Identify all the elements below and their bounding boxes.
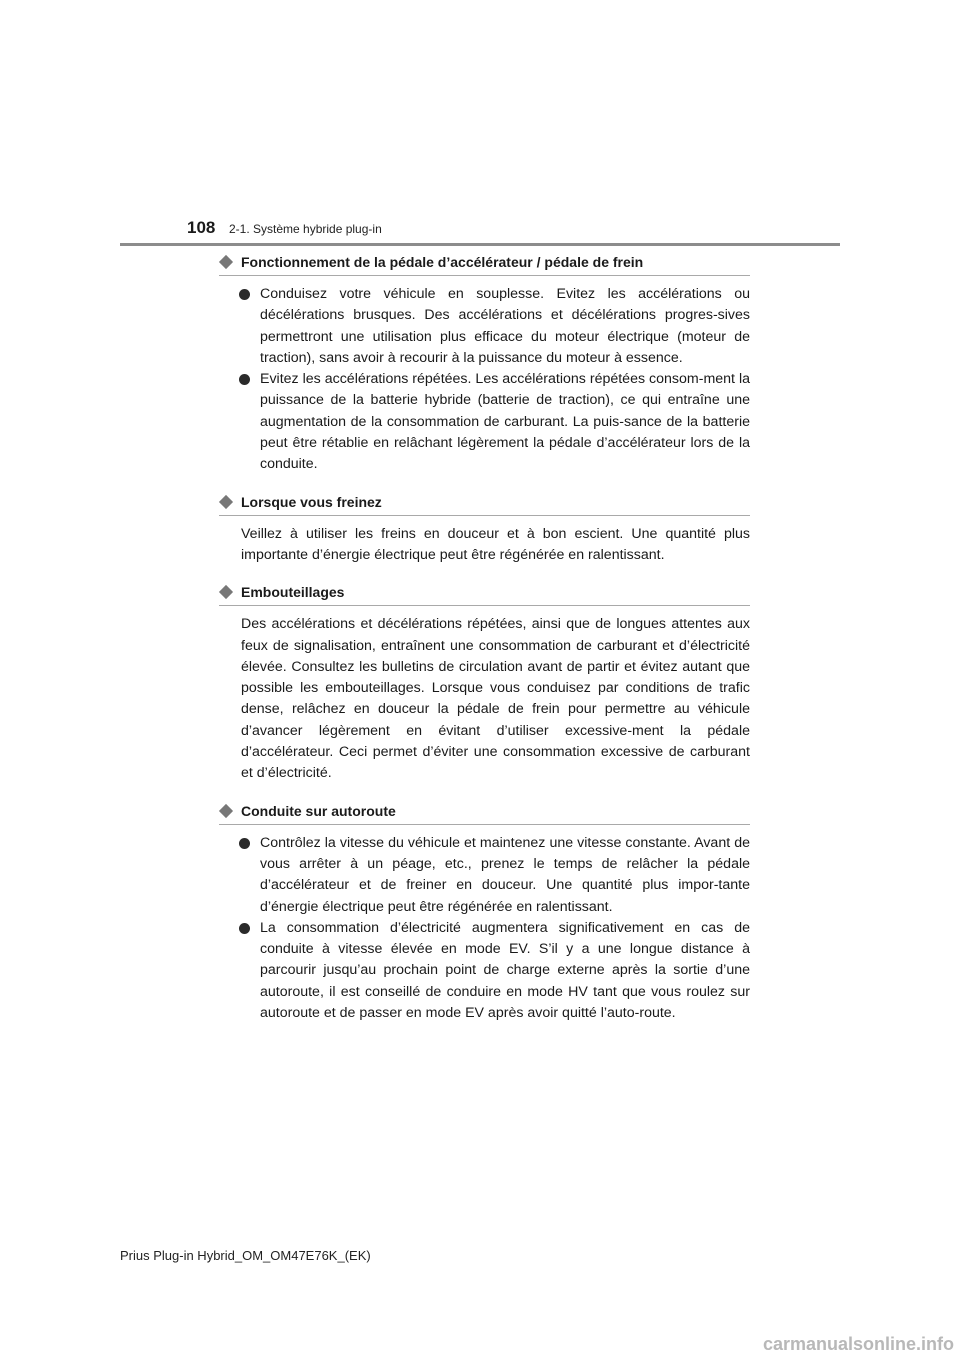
bullet-text: Evitez les accélérations répétées. Les accélérations répétées consom-ment la puissance de la batterie hybride (batterie de traction), ce qui entraîne une augmentation de la consommation de carburant. La puis-sance de la batterie peut être rétablie en relâchant légèrement la pédale d’accélérateur lors de la conduite. xyxy=(260,371,750,473)
diamond-icon xyxy=(219,585,233,599)
bullet-icon xyxy=(239,374,250,385)
heading-pedal xyxy=(219,254,750,276)
content xyxy=(219,254,750,1024)
heading-text: Lorsque vous freinez xyxy=(241,493,382,510)
bullet-icon xyxy=(239,289,250,300)
section-braking-body xyxy=(219,524,750,567)
heading-text: Conduite sur autoroute xyxy=(241,802,396,819)
heading-text: Fonctionnement de la pédale d’accélérateur / pédale de frein xyxy=(241,254,644,270)
bullet-icon xyxy=(239,838,250,849)
section-pedal-body xyxy=(219,284,750,476)
heading-highway xyxy=(219,803,750,825)
bullet-text: Contrôlez la vitesse du véhicule et maintenez une vitesse constante. Avant de vous arrêter à un péage, etc., prenez le temps de relâcher la pédale d’accélérateur et de freiner en douceur. Une quantité plus impor-tante d’énergie électrique peut être régénérée en ralentissant. xyxy=(260,834,750,915)
paragraph: Veillez à utiliser les freins en douceur et à bon escient. Une quantité plus importante d’énergie électrique peut être régénérée en ralentissant. xyxy=(241,525,750,563)
heading-traffic xyxy=(219,584,750,606)
heading-text: Embouteillages xyxy=(241,584,345,601)
diamond-icon xyxy=(219,255,233,269)
bullet-item xyxy=(239,918,750,1024)
bullet-item xyxy=(239,833,750,918)
paragraph: Des accélérations et décélérations répétées, ainsi que de longues attentes aux feux de signalisation, entraînent une consommation de carburant et d’électricité élevée. Consultez les bulletins de circulation avant de partir et évitez autant que possible les embouteillages. Lorsque vous conduisez par conditions de trafic dense, relâchez en douceur la pédale de frein pour permettre au véhicule d’avancer légèrement en évitant d’utiliser excessive-ment la pédale d’accélérateur. Ceci permet d’éviter une consommation excessive de carburant et d’électricité. xyxy=(241,616,750,782)
header-rule xyxy=(120,243,840,246)
bullet-text: La consommation d’électricité augmentera significativement en cas de conduite à vitesse élevée en mode EV. S’il y a une longue distance à parcourir jusqu’au prochain point de charge externe après la sortie d’une autoroute, il est conseillé de conduire en mode HV tant que vous roulez sur autoroute et de passer en mode EV après avoir quitté l’auto-route. xyxy=(260,919,750,1022)
bullet-item xyxy=(239,284,750,369)
page-number: 108 xyxy=(187,218,216,237)
bullet-item xyxy=(239,369,750,475)
heading-braking xyxy=(219,494,750,516)
section-highway-body xyxy=(219,833,750,1025)
diamond-icon xyxy=(219,495,233,509)
diamond-icon xyxy=(219,804,233,818)
section-traffic-body xyxy=(219,614,750,784)
bullet-icon xyxy=(239,923,250,934)
footer-manual-id: Prius Plug-in Hybrid_OM_OM47E76K_(EK) xyxy=(120,1248,371,1263)
bullet-text: Conduisez votre véhicule en souplesse. Evitez les accélérations ou décélérations brusques. Des accélérations et décélérations progres-sives permettront une utilisation plus efficace du moteur électrique (moteur de traction), sans avoir à recourir à la puissance du moteur à essence. xyxy=(260,286,750,366)
section-title: 2-1. Système hybride plug-in xyxy=(229,222,382,236)
watermark: carmanualsonline.info xyxy=(762,1334,954,1354)
